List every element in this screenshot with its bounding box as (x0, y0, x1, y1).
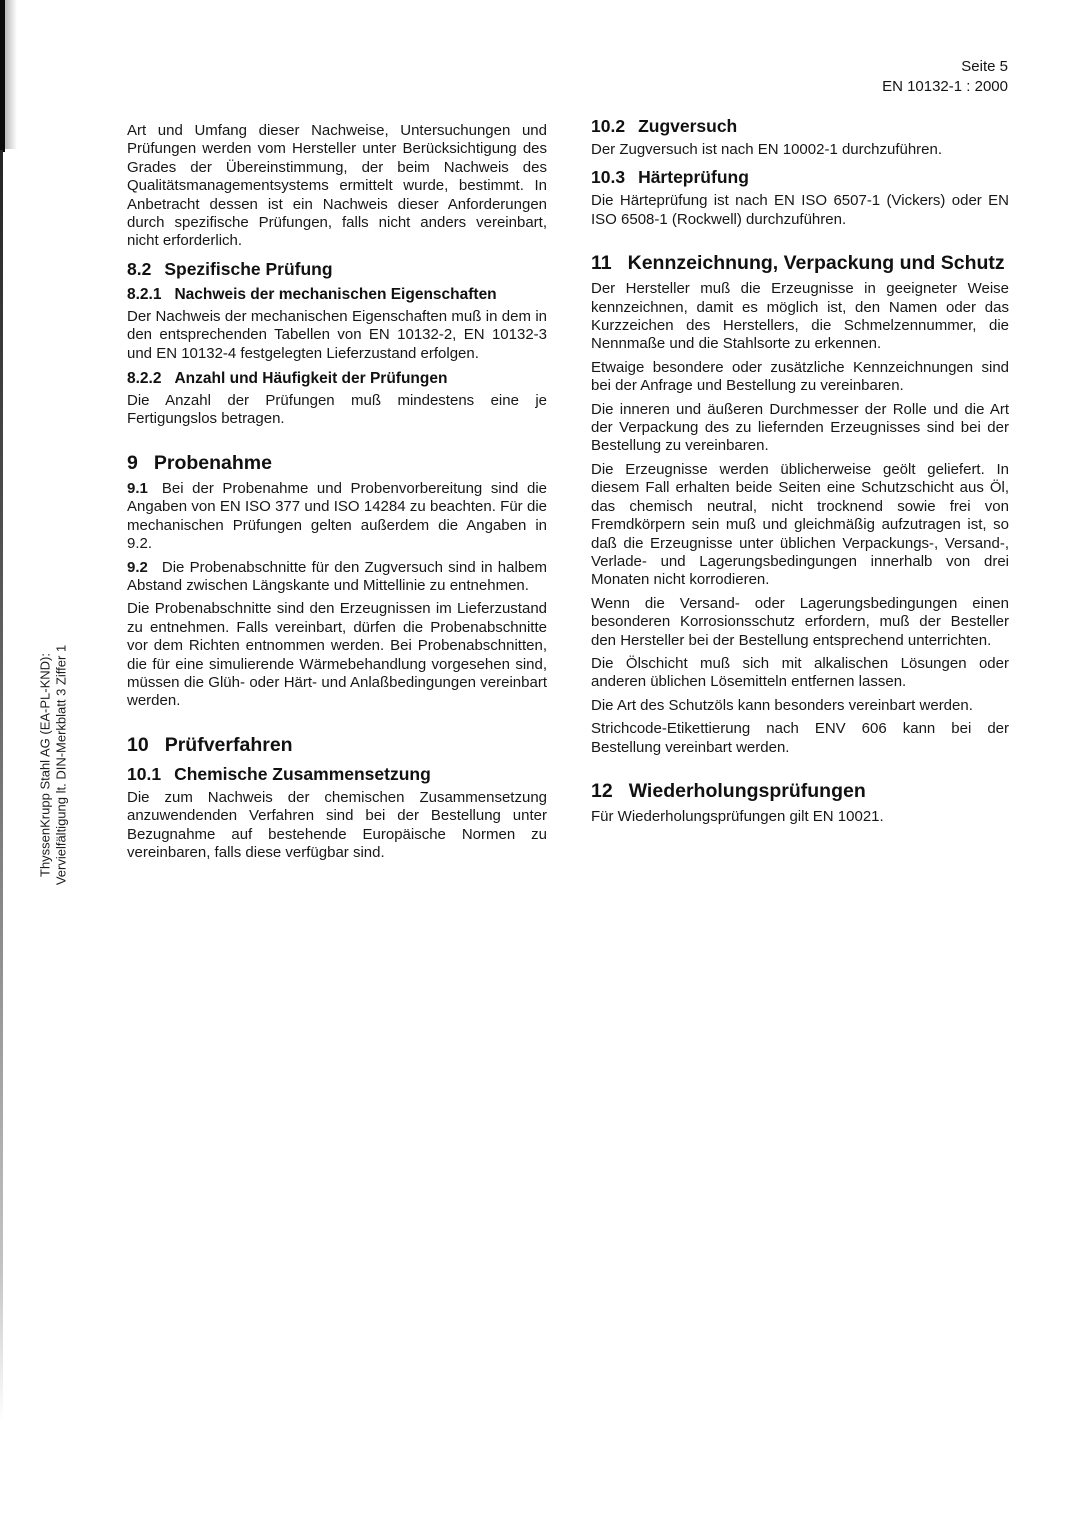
clause-number: 9.2 (127, 558, 148, 576)
section-heading-10.3 (591, 168, 1009, 187)
section-heading-10 (127, 735, 547, 756)
section-heading-12 (591, 781, 1009, 802)
heading-number: 10 (127, 733, 149, 756)
heading-title: Nachweis der mechanischen Eigenschaften (174, 285, 497, 303)
section-heading-10.2 (591, 117, 1009, 136)
heading-title: Zugversuch (638, 116, 738, 136)
heading-number: 10.2 (591, 116, 626, 136)
page-header (882, 57, 1008, 96)
scan-edge-shadow (5, 0, 17, 149)
paragraph: Der Zugversuch ist nach EN 10002-1 durchzuführen. (591, 141, 943, 158)
paragraph: 9.2 Die Probenabschnitte für den Zugversuch sind in halbem Abstand zwischen Längskante und Mittellinie zu entnehmen. (127, 558, 547, 594)
clause-number: 9.1 (127, 479, 148, 497)
paragraph: Der Hersteller muß die Erzeugnisse in geeigneter Weise kennzeichnen, damit es möglich ist, den Namen oder das Kurzzeichen des Herstellers, die Schmelzennummer, die Nennmaße und die Stahlsorte zu erkennen. (591, 280, 1009, 353)
heading-title: Härteprüfung (638, 167, 749, 188)
heading-number: 11 (591, 252, 612, 275)
paragraph: Die Härteprüfung ist nach EN ISO 6507-1 (Vickers) oder EN ISO 6508-1 (Rockwell) durchzuführen. (591, 192, 1009, 228)
margin-note-line-1: ThyssenKrupp Stahl AG (EA-PL-KND): (37, 653, 53, 877)
paragraph: 9.1 Bei der Probenahme und Probenvorbereitung sind die Angaben von EN ISO 377 und ISO 14284 zu beachten. Für die mechanischen Prüfungen gelten außerdem die Angaben in 9.2. (127, 479, 547, 553)
scan-edge-line (0, 150, 3, 1422)
paragraph: Wenn die Versand- oder Lagerungsbedingungen einen besonderen Korrosionsschutz erfordern, muß der Besteller den Hersteller bei der Bestellung entsprechend unterrichten. (591, 594, 1009, 649)
paragraph: Die Anzahl der Prüfungen muß mindestens eine je Fertigungslos betragen. (127, 392, 547, 428)
heading-title: Anzahl und Häufigkeit der Prüfungen (174, 370, 448, 388)
section-heading-10.1 (127, 765, 547, 784)
heading-number: 8.2.2 (127, 370, 162, 388)
paragraph: Die inneren und äußeren Durchmesser der Rolle und die Art der Verpackung des zu liefernden Erzeugnisses sind bei der Bestellung zu vereinbaren. (591, 400, 1009, 455)
paragraph: Strichcode-Etikettierung nach ENV 606 kann bei der Bestellung vereinbart werden. (591, 720, 1009, 756)
heading-title: Prüfverfahren (164, 733, 293, 756)
paragraph: Die Probenabschnitte sind den Erzeugnissen im Lieferzustand zu entnehmen. Falls vereinbart, dürfen die Probenabschnitte vor dem Richten entnommen werden. Bei Probenabschnitten, die für eine simulierende Wärmebehandlung vorgesehen sind, müssen die Glüh- oder Härt- und Anlaßbedingungen vereinbart werden. (127, 600, 547, 710)
heading-number: 12 (591, 779, 613, 802)
heading-title: Probenahme (153, 451, 272, 474)
heading-number: 8.2.1 (127, 285, 162, 303)
margin-note-line-2: Vervielfältigung lt. DIN-Merkblatt 3 Ziffer 1 (53, 644, 68, 886)
right-column (591, 117, 1009, 831)
section-heading-9 (127, 453, 547, 474)
heading-title: Kennzeichnung, Verpackung und Schutz (627, 252, 1005, 275)
standard-reference: EN 10132-1 : 2000 (882, 77, 1008, 95)
heading-title: Wiederholungsprüfungen (628, 779, 866, 802)
page-number: Seite 5 (961, 58, 1008, 75)
heading-number: 8.2 (127, 258, 152, 279)
section-heading-11 (591, 253, 1009, 274)
paragraph: Art und Umfang dieser Nachweise, Untersuchungen und Prüfungen werden vom Hersteller unter Berücksichtigung des Grades der Übereinstimmung, der beim Nachweis des Qualitätsmanagementsystems ermittelt wurde, bestimmt. In Anbetracht dessen ist ein Nachweis dieser Anforderungen durch spezifische Prüfungen, falls nicht anders vereinbart, nicht erforderlich. (127, 122, 547, 250)
section-heading-8.2.1 (127, 286, 547, 303)
paragraph: Die zum Nachweis der chemischen Zusammensetzung anzuwendenden Verfahren sind bei der Bestellung unter Bezugnahme auf bestehende Europäische Normen zu vereinbaren, falls diese verfügbar sind. (127, 788, 547, 861)
heading-number: 9 (127, 451, 138, 474)
heading-title: Spezifische Prüfung (164, 258, 333, 279)
paragraph: Die Erzeugnisse werden üblicherweise geölt geliefert. In diesem Fall erhalten beide Seiten eine Schutzschicht aus Öl, das chemisch neutral, nicht trocknend sowie frei von Fremdkörpern sein muß und gleichmäßig aufzutragen ist, so daß die Erzeugnisse unter üblichen Verpackungs-, Versand-, Verlade- und Lagerungsbedingungen innerhalb von drei Monaten nicht korrodieren. (591, 460, 1009, 589)
section-heading-8.2.2 (127, 370, 547, 387)
left-column (127, 117, 547, 867)
heading-number: 10.3 (591, 167, 626, 188)
paragraph: Die Ölschicht muß sich mit alkalischen Lösungen oder anderen üblichen Lösemitteln entfernen lassen. (591, 654, 1009, 691)
paragraph: Der Nachweis der mechanischen Eigenschaften muß in dem in den entsprechenden Tabellen von EN 10132-2, EN 10132-3 und EN 10132-4 festgelegten Lieferzustand erfolgen. (127, 307, 547, 362)
paragraph: Die Art des Schutzöls kann besonders vereinbart werden. (591, 696, 973, 714)
heading-number: 10.1 (127, 763, 162, 784)
paragraph: Etwaige besondere oder zusätzliche Kennzeichnungen sind bei der Anfrage und Bestellung zu vereinbaren. (591, 358, 1009, 395)
paragraph: Für Wiederholungsprüfungen gilt EN 10021. (591, 807, 884, 825)
margin-note (38, 645, 69, 885)
section-heading-8.2 (127, 260, 547, 279)
heading-title: Chemische Zusammensetzung (174, 763, 431, 784)
